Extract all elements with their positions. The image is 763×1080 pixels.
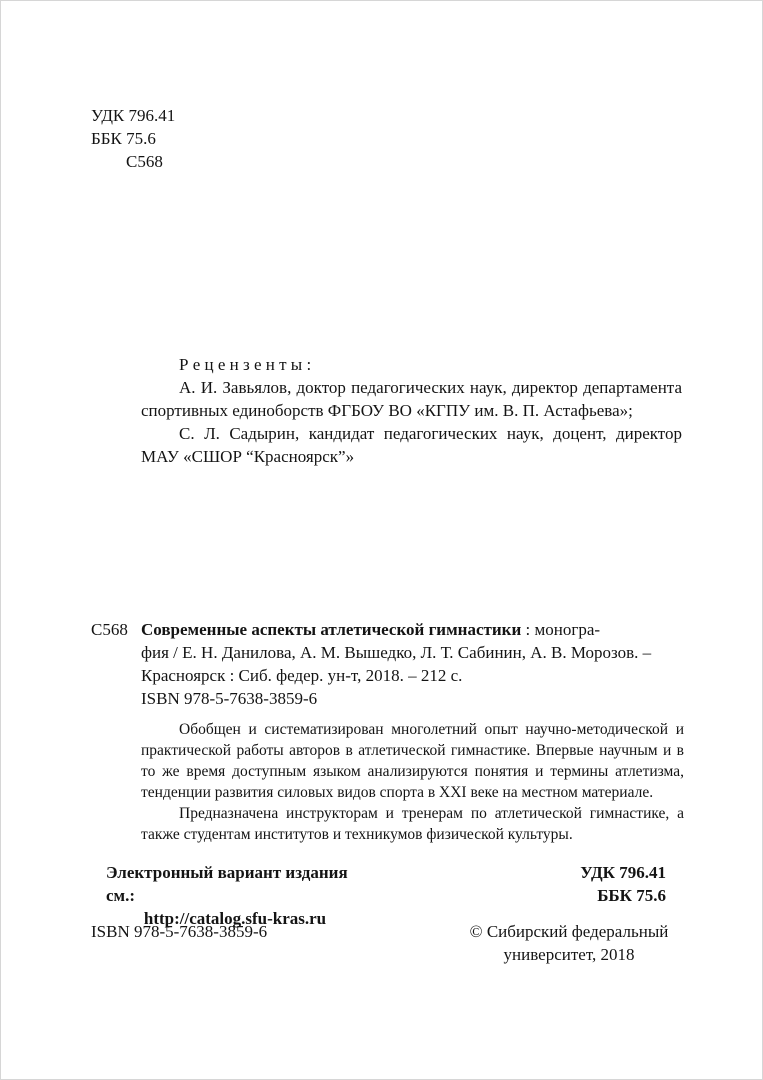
copyright-line-1: © Сибирский федеральный	[469, 922, 669, 941]
footer-classification	[521, 861, 666, 907]
bib-line-3: Красноярск : Сиб. федер. ун-т, 2018. – 212 с.	[141, 666, 463, 685]
footer-udc: УДК 796.41	[580, 863, 666, 882]
annotation-block	[141, 719, 684, 845]
footer-bbk: ББК 75.6	[597, 886, 666, 905]
reviewers-heading: Р е ц е н з е н т ы :	[179, 355, 312, 374]
reviewers-block	[141, 353, 682, 468]
author-sign-bib: С568	[91, 620, 128, 639]
copyright-block	[469, 920, 669, 966]
footer-isbn: ISBN 978-5-7638-3859-6	[91, 922, 268, 941]
bibliographic-record	[91, 618, 683, 710]
bib-line-2: фия / Е. Н. Данилова, А. М. Вышедко, Л. Т. Сабинин, А. В. Морозов. –	[141, 643, 652, 662]
reviewer-2: С. Л. Садырин, кандидат педагогических наук, доцент, директор МАУ «СШОР “Красноярск”»	[141, 424, 682, 466]
book-title-tail: : моногра-	[521, 620, 601, 639]
bib-isbn: ISBN 978-5-7638-3859-6	[141, 689, 318, 708]
udc-code: УДК 796.41	[91, 106, 176, 125]
author-sign-top: С568	[126, 152, 163, 171]
book-title: Современные аспекты атлетической гимнастики	[141, 620, 522, 639]
electronic-edition-label: Электронный вариант издания см.:	[106, 863, 348, 905]
copyright-line-2: университет, 2018	[503, 945, 635, 964]
annotation-paragraph-1: Обобщен и систематизирован многолетний опыт научно-методической и практической работы авторов в атлетической гимнастике. Впервые научным и в то же время доступным языком анализируются понятия и термины атлетизма, тенденции развития силовых видов спорта в XXI веке на местном материале.	[141, 721, 684, 801]
bib-title-line	[141, 618, 683, 641]
classification-block	[91, 104, 175, 173]
bbk-code: ББК 75.6	[91, 129, 156, 148]
electronic-edition-url: http://catalog.sfu-kras.ru	[143, 909, 327, 928]
annotation-paragraph-2: Предназначена инструкторам и тренерам по атлетической гимнастике, а также студентам институтов и техникумов физической культуры.	[141, 805, 684, 843]
reviewer-1: А. И. Завьялов, доктор педагогических наук, директор департамента спортивных единоборств ФГБОУ ВО «КГПУ им. В. П. Астафьева»;	[141, 378, 682, 420]
